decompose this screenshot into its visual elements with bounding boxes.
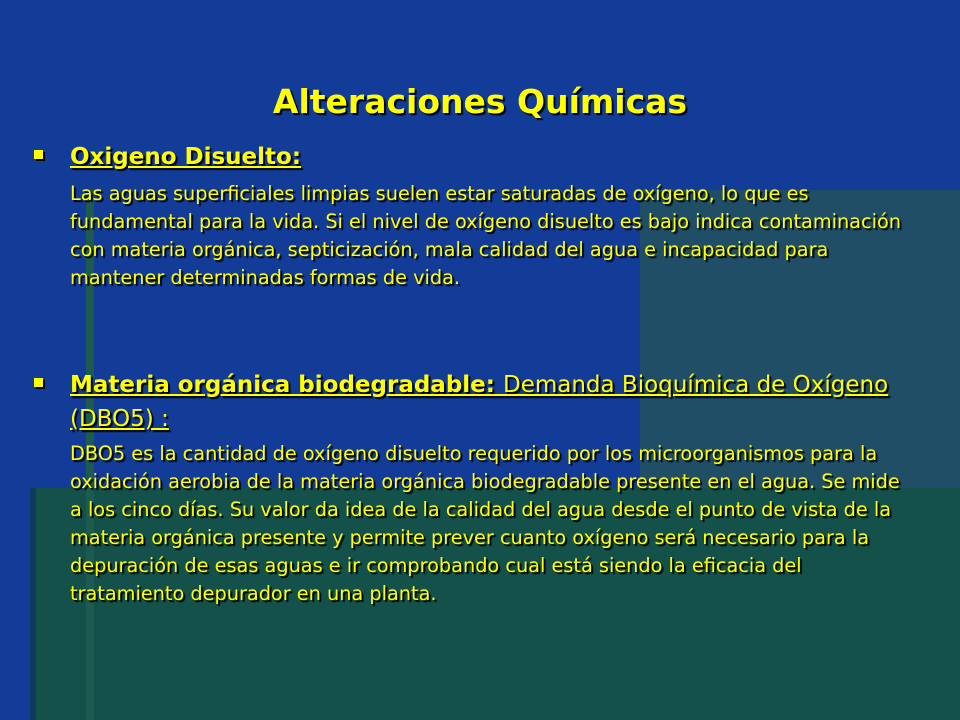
bullet-heading xyxy=(70,368,914,436)
bullet-heading: Oxigeno Disuelto: xyxy=(70,144,302,170)
bullet-heading-rest: Demanda Bioquímica de Oxígeno (DBO5) : xyxy=(70,372,889,432)
background-edge-strip xyxy=(30,488,36,720)
square-bullet-icon xyxy=(34,150,43,159)
bullet-body-text: DBO5 es la cantidad de oxígeno disuelto requerido por los microorganismos para la oxidación aerobia de la materia orgánica biodegradable presente en el agua. Se mide a los cinco días. Su valor da idea de la calidad del agua desde el punto de vista de la materia orgánica presente y permite prever cuanto oxígeno será necesario para la depuración de esas aguas e ir comprobando cual está siendo la eficacia del tratamiento depurador en una planta. xyxy=(70,442,900,605)
bullet-item-materia-organica xyxy=(34,368,914,436)
slide-title: Alteraciones Químicas xyxy=(272,82,688,121)
square-bullet-icon xyxy=(34,378,43,387)
bullet-body-text: Las aguas superficiales limpias suelen estar saturadas de oxígeno, lo que es fundamental para la vida. Si el nivel de oxígeno disuelto es bajo indica contaminación con materia orgánica, septicización, mala calidad del agua e incapacidad para mantener determinadas formas de vida. xyxy=(70,182,901,289)
bullet-heading-underlined: Materia orgánica biodegradable: xyxy=(70,372,503,398)
bullet-item-oxigeno xyxy=(34,142,914,172)
